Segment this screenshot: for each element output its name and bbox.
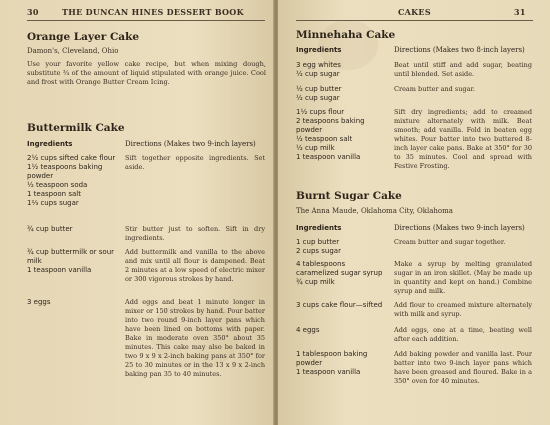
burnt-sugar-cake-byline: The Anna Maude, Oklahoma City, Oklahoma: [296, 207, 453, 215]
burnt-sugar-cake-title: Burnt Sugar Cake: [296, 190, 402, 202]
right-page-number: 31: [514, 7, 526, 17]
burnt-sugar-ingredient-group: 1 tablespoon baking powder 1 teaspoon vanilla: [296, 350, 368, 376]
burnt-sugar-direction: Add baking powder and vanilla last. Pour batter into two 9-inch layer pans which have been greased and floured. Bake in a 350° oven for 40 minutes.: [394, 350, 532, 385]
burnt-sugar-direction: Add eggs, one at a time, beating well after each addition.: [394, 326, 532, 343]
orange-cake-title: Orange Layer Cake: [27, 31, 140, 43]
burnt-sugar-ingredient-group: 1 cup butter 2 cups sugar: [296, 238, 341, 255]
orange-cake-byline: Damon's, Cleveland, Ohio: [27, 47, 119, 55]
burnt-sugar-direction: Add flour to creamed mixture alternately with milk and syrup.: [394, 301, 532, 318]
buttermilk-ingredient-group: 2½ cups sifted cake flour 1½ teaspoons baking powder ½ teaspoon soda 1 teaspoon salt 1⅔ cups sugar: [27, 154, 116, 207]
left-header-rule: [27, 20, 265, 21]
minnehaha-directions-header: Directions (Makes two 8-inch layers): [394, 46, 525, 54]
minnehaha-ingredient-group: 3 egg whites ½ cup sugar: [296, 61, 341, 78]
minnehaha-ingredient-group: ½ cup butter ½ cup sugar: [296, 85, 342, 102]
buttermilk-ingredient-group: 3 eggs: [27, 298, 51, 306]
buttermilk-directions-header: Directions (Makes two 9-inch layers): [125, 140, 256, 148]
buttermilk-ingredients-header: Ingredients: [27, 140, 73, 148]
right-running-head: CAKES: [398, 7, 431, 17]
burnt-sugar-ingredient-group: 4 eggs: [296, 326, 320, 334]
buttermilk-ingredient-group: ¾ cup butter: [27, 225, 73, 233]
burnt-sugar-ingredient-group: 3 cups cake flour—sifted: [296, 301, 383, 309]
right-header-rule: [296, 20, 533, 21]
burnt-sugar-ingredient-group: 4 tablespoons caramelized sugar syrup ¾ cup milk: [296, 260, 383, 286]
buttermilk-direction: Sift together opposite ingredients. Set aside.: [125, 154, 265, 171]
minnehaha-ingredient-group: 1½ cups flour 2 teaspoons baking powder ½ teaspoon salt ½ cup milk 1 teaspoon vanilla: [296, 108, 365, 161]
left-running-head: THE DUNCAN HINES DESSERT BOOK: [62, 7, 244, 17]
buttermilk-cake-title: Buttermilk Cake: [27, 122, 125, 134]
burnt-sugar-directions-header: Directions (Makes two 9-inch layers): [394, 224, 525, 232]
buttermilk-ingredient-group: ¾ cup buttermilk or sour milk 1 teaspoon vanilla: [27, 248, 115, 274]
buttermilk-direction: Add eggs and beat 1 minute longer in mixer or 150 strokes by hand. Pour batter into two round 9-inch layer pans which have been lined on bottoms with paper. Bake in moderate oven 350° about 35 minutes. This cake may also be baked in two 9 x 9 x 2-inch baking pans at 350° for 25 to 30 minutes or in the 13 x 9 x 2-inch baking pan 35 to 40 minutes.: [125, 298, 265, 378]
minnehaha-direction: Sift dry ingredients; add to creamed mixture alternately with milk. Beat smooth; add vanilla. Fold in beaten egg whites. Pour batter into two buttered 8-inch layer cake pans. Bake at 350° for 30 to 35 minutes. Cool and spread with Festive Frosting.: [394, 108, 532, 170]
buttermilk-direction: Stir butter just to soften. Sift in dry ingredients.: [125, 225, 265, 242]
burnt-sugar-direction: Make a syrup by melting granulated sugar in an iron skillet. (May be made up in quantity and kept on hand.) Combine syrup and milk.: [394, 260, 532, 295]
minnehaha-ingredients-header: Ingredients: [296, 46, 342, 54]
right-page: [278, 0, 550, 425]
orange-cake-text: Use your favorite yellow cake recipe, but when mixing dough, substitute ¾ of the amount of liquid stipulated with orange juice. Cool and frost with Orange Butter Cream Icing.: [27, 60, 266, 86]
minnehaha-direction: Beat until stiff and add sugar, beating until blended. Set aside.: [394, 61, 532, 78]
burnt-sugar-ingredients-header: Ingredients: [296, 224, 342, 232]
left-page-number: 30: [27, 7, 39, 17]
buttermilk-direction: Add buttermilk and vanilla to the above and mix until all flour is dampened. Beat 2 minutes at a low speed of electric mixer or 300 vigorous strokes by hand.: [125, 248, 265, 283]
burnt-sugar-direction: Cream butter and sugar together.: [394, 238, 506, 246]
minnehaha-cake-title: Minnehaha Cake: [296, 29, 396, 41]
minnehaha-direction: Cream butter and sugar.: [394, 85, 475, 93]
